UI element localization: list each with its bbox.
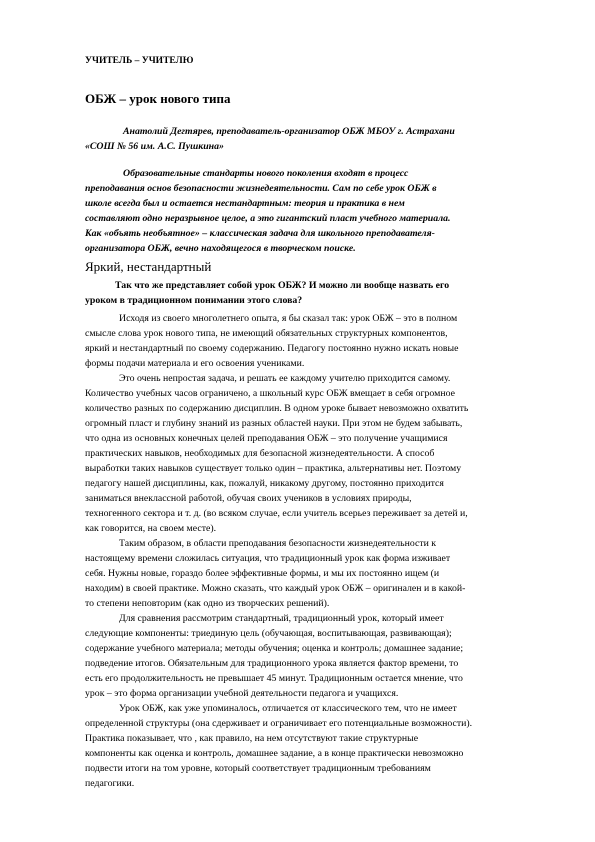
author-line: Анатолий Дегтярев, преподаватель-организатор ОБЖ МБОУ г. Астрахани (123, 126, 455, 137)
author-byline (85, 124, 545, 154)
body-line: как говорится, на своем месте). (85, 523, 217, 534)
question-line: уроком в традиционном понимании этого слова? (85, 295, 303, 306)
body-line: подвести итоги на том уровне, который соответствует традиционным требованиям (85, 763, 431, 774)
body-line: яркий и нестандартный по своему содержанию. Педагогу постоянно нужно искать новые (85, 343, 459, 354)
body-line: компоненты как оценка и контроль, домашнее задание, а в конце практически невозможно (85, 748, 464, 759)
body-line: техногенного сектора и т. д. (во всяком случае, если учитель всерьез переживает за детей и, (85, 508, 468, 519)
body-line: Исходя из своего многолетнего опыта, я бы сказал так: урок ОБЖ – это в полном (119, 313, 458, 324)
body-paragraph (85, 371, 545, 536)
body-line: Практика показывает, что , как правило, на нем отсутствуют такие структурные (85, 733, 419, 744)
question-line: Так что же представляет собой урок ОБЖ? И можно ли вообще назвать его (115, 280, 450, 291)
body-line: находим) в своей практике. Можно сказать, что каждый урок ОБЖ – оригинален и в какой- (85, 583, 466, 594)
body-line: подведение итогов. Обязательным для традиционного урока является фактор времени, то (85, 658, 459, 669)
body-line: следующие компоненты: триединую цель (обучающая, воспитывающая, развивающая); (85, 628, 452, 639)
body-line: урок – это форма организации учебной деятельности педагога и учащихся. (85, 688, 399, 699)
body-line: педагогики. (85, 778, 135, 789)
body-paragraph (85, 536, 545, 611)
lead-line: преподавания основ безопасности жизнедеятельности. Сам по себе урок ОБЖ в (85, 183, 437, 194)
lead-line: Как «объять необъятное» – классическая задача для школьного преподавателя- (85, 228, 435, 239)
body-line: заниматься внеклассной работой, обучая своих учеников в условиях природы, (85, 493, 412, 504)
author-line: «СОШ № 56 им. А.С. Пушкина» (85, 141, 224, 152)
body-line: смысле слова урок нового типа, не имеющий обязательных структурных компонентов, (85, 328, 448, 339)
body-line: определенной структуры (она сдерживает и ограничивает его потенциальные возможности). (85, 718, 473, 729)
lead-line: школе всегда был и остается нестандартным: теория и практика в нем (85, 198, 405, 209)
body-line: Это очень непростая задача, и решать ее каждому учителю приходится самому. (119, 373, 451, 384)
lead-line: организатора ОБЖ, вечно находящегося в творческом поиске. (85, 243, 356, 254)
body-line: себя. Нужны новые, гораздо более эффективные формы, и мы их постоянно ищем (и (85, 568, 440, 579)
question-paragraph (85, 278, 545, 308)
body-line: практических навыков, необходимых для безопасной жизнедеятельности. А способ (85, 448, 435, 459)
body-line: количество разных по содержанию дисциплин. В одном уроке бывает невозможно охватить (85, 403, 469, 414)
body-paragraph (85, 611, 545, 701)
body-paragraph (85, 311, 545, 371)
body-line: огромный пласт и глубину знаний из разных областей науки. При этом не будем забывать, (85, 418, 463, 429)
body-paragraph (85, 701, 545, 791)
body-line: что одна из основных конечных целей преподавания ОБЖ – это получение учащимися (85, 433, 448, 444)
body-line: Урок ОБЖ, как уже упоминалось, отличается от классического тем, что не имеет (119, 703, 457, 714)
body-line: есть его продолжительность не превышает 45 минут. Традиционным остается мнение, что (85, 673, 463, 684)
body-line: Для сравнения рассмотрим стандартный, традиционный урок, который имеет (119, 613, 444, 624)
body-line: то степени неповторим (как одно из творческих решений). (85, 598, 330, 609)
body-line: формы подачи материала и его освоения учениками. (85, 358, 305, 369)
section-label: УЧИТЕЛЬ – УЧИТЕЛЮ (85, 56, 194, 66)
lead-line: Образовательные стандарты нового поколения входят в процесс (123, 168, 409, 179)
body-line: содержание учебного материала; методы обучения; оценка и контроль; домашнее задание; (85, 643, 464, 654)
body-text (85, 311, 545, 791)
subheading: Яркий, нестандартный (85, 259, 212, 274)
lead-paragraph (85, 166, 545, 256)
body-line: Количество учебных часов ограничено, а школьный курс ОБЖ вмещает в себя огромное (85, 388, 455, 399)
document-title: ОБЖ – урок нового типа (85, 91, 231, 106)
body-line: Таким образом, в области преподавания безопасности жизнедеятельности к (119, 538, 437, 549)
lead-line: составляют одно неразрывное целое, а это гигантский пласт учебного материала. (85, 213, 451, 224)
body-line: настоящему времени сложилась ситуация, что традиционный урок как форма изживает (85, 553, 451, 564)
body-line: выработки таких навыков существует только один – практика, альтернативы нет. Поэтому (85, 463, 462, 474)
body-line: педагогу нашей дисциплины, как, пожалуй, никакому другому, постоянно приходится (85, 478, 444, 489)
